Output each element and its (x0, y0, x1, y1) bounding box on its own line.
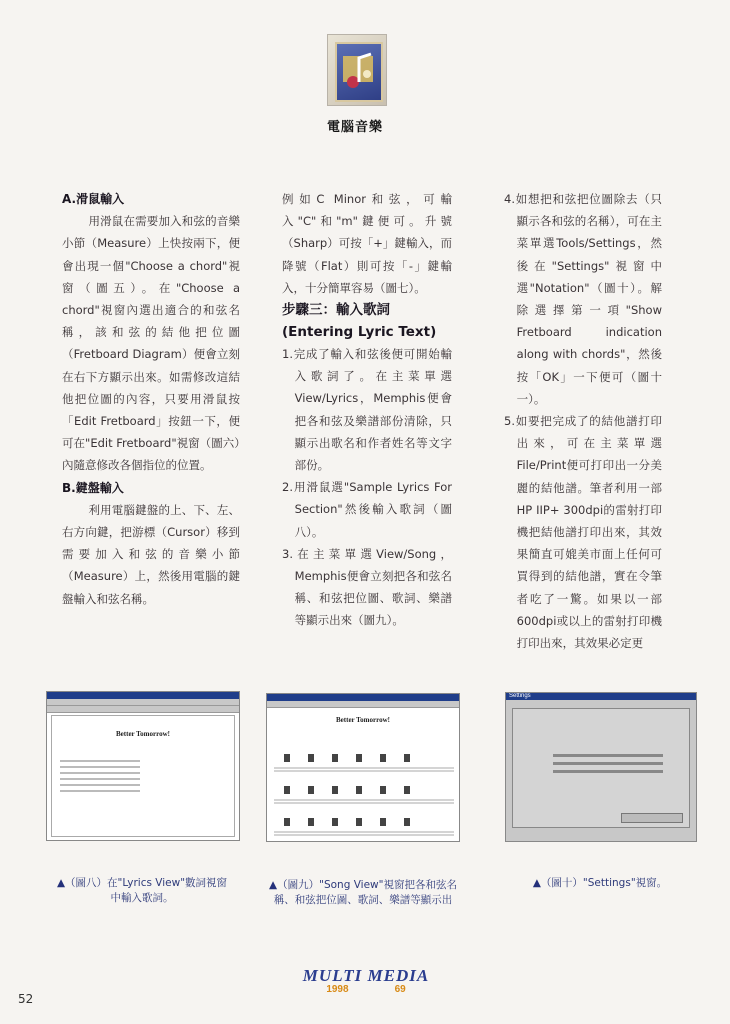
list-item: 1.完成了輸入和弦後便可開始輸入歌詞了。在主菜單選View/Lyrics，Memphis便會把各和弦及樂譜部份清除，只顯示出歌名和作者姓名等文字部份。 (282, 347, 452, 473)
screen-title: Settings (506, 693, 696, 700)
page-number: 52 (18, 992, 34, 1006)
list-item: 5.如要把完成了的結他譜打印出來，可在主菜單選File/Print便可打印出一分美麗的結他譜。筆者利用一部HP IIP+ 300dpi的雷射打印機把結他譜打印出來，其效果簡直可媲美市面上任何可買得到的結他譜，實在令筆者吃了一驚。如果以一部600dpi或以上的雷射打印機打印出來，其效果必定更 (504, 414, 662, 651)
paragraph-mouse-input: 用滑鼠在需要加入和弦的音樂小節（Measure）上快按兩下，便會出現一個"Choose a chord"視窗（圖五）。在"Choose a chord"視窗內選出適合的和弦名稱，該和弦的結他把位圖（Fretboard Diagram）便會立刻在右下方顯示出來。如需修改這結他把位圖的內容，只要用滑鼠按「Edit Fretboard」按鈕一下，便可在"Edit Fretboard"視窗（圖六）內隨意修改各個指位的位置。 (62, 214, 240, 473)
sheet-music-icon (274, 746, 454, 842)
step-three-heading-en: (Entering Lyric Text) (282, 324, 437, 341)
triangle-icon: ▲ (532, 877, 541, 889)
issue-badge: 69 (394, 984, 406, 995)
heading-keyboard-input: B.鍵盤輸入 (62, 480, 124, 495)
article-column-3 (504, 188, 662, 654)
figure-8-caption: ▲（圖八）在"Lyrics View"數詞視窗中輸入歌詞。 (56, 877, 228, 904)
paragraph-keyboard-input: 利用電腦鍵盤的上、下、左、右方向鍵，把游標（Cursor）移到需要加入和弦的音樂小節（Measure）上，然後用電腦的鍵盤輸入和弦名稱。 (62, 502, 240, 606)
paragraph-chord-example: 例如C Minor和弦，可輸入"C"和"m"鍵便可。升號（Sharp）可按「+」鍵輸入，而降號（Flat）則可按「-」鍵輸入，十分簡單容易（圖七）。 (282, 192, 452, 295)
multimedia-logo: MULTI MEDIA 1998 69 (302, 966, 430, 995)
year-badge: 1998 (326, 984, 349, 995)
figure-10-screenshot (505, 692, 697, 842)
list-item: 3.在主菜單選View/Song，Memphis便會立刻把各和弦名稱、和弦把位圖、歌詞、樂譜等顯示出來（圖九）。 (282, 546, 452, 628)
section-title: 電腦音樂 (326, 120, 383, 135)
header-logo (327, 34, 387, 106)
heading-mouse-input: A.滑鼠輸入 (62, 192, 125, 206)
figure-8-screenshot (46, 691, 240, 841)
article-column-1 (62, 188, 240, 610)
music-computer-icon (335, 42, 383, 102)
triangle-icon: ▲ (56, 877, 66, 889)
step-three-heading: 步驟三：輸入歌詞 (282, 302, 390, 319)
list-item: 2.用滑鼠選"Sample Lyrics For Section"然後輸入歌詞（圖八）。 (282, 480, 452, 539)
triangle-icon: ▲ (269, 879, 278, 891)
figure-10-caption: ▲（圖十）"Settings"視窗。 (532, 877, 668, 889)
figure-9-caption: ▲（圖九）"Song View"視窗把各和弦名稱、和弦把位圖、歌詞、樂譜等顯示出 (269, 879, 457, 906)
article-column-2 (282, 188, 452, 632)
screen-title: Better Tomorrow! (336, 716, 390, 724)
list-item: 4.如想把和弦把位圖除去（只顯示各和弦的名稱），可在主菜單選Tools/Settings，然後在"Settings"視窗中選"Notation"（圖十）。解除選擇第一項"Show Fretboard indication along with chords"，然後按「OK」一下便可（圖十一）。 (504, 192, 662, 406)
screen-title: Better Tomorrow! (116, 730, 170, 738)
figure-9-screenshot (266, 693, 460, 842)
